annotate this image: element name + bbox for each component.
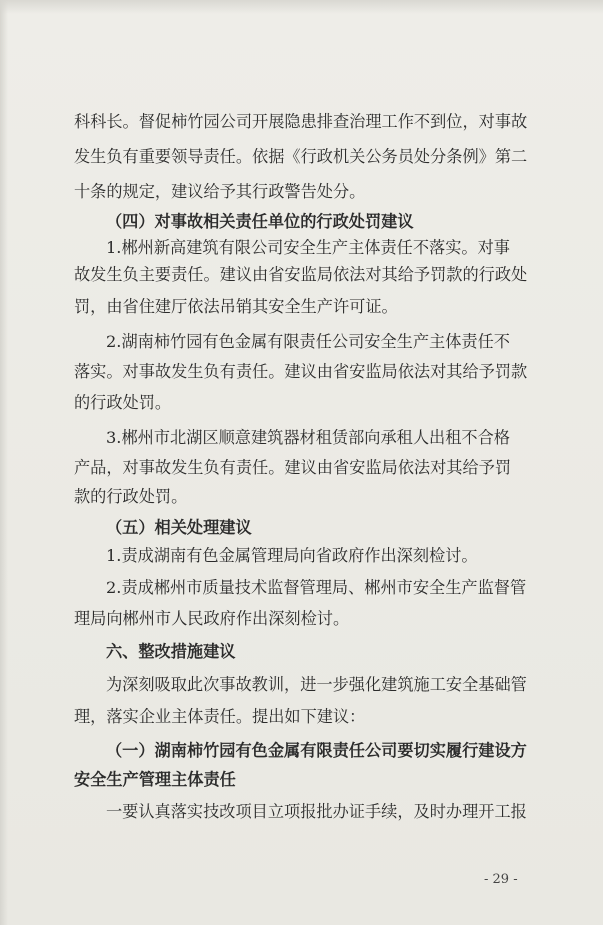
text-line: 款的行政处罚。 [74, 487, 188, 506]
text-line: 的行政处罚。 [74, 393, 172, 412]
text-line: 发生负有重要领导责任。依据《行政机关公务员处分条例》第二 [74, 147, 528, 166]
text-line: 落实。对事故发生负有责任。建议由省安监局依法对其给予罚款 [74, 362, 528, 381]
text-line: 1.责成湖南有色金属管理局向省政府作出深刻检讨。 [106, 546, 478, 565]
page-number: - 29 - [484, 872, 518, 887]
text-line: 理，落实企业主体责任。提出如下建议： [74, 707, 366, 726]
text-line: 罚，由省住建厅依法吊销其安全生产许可证。 [74, 297, 398, 316]
scan-top-shadow [0, 0, 603, 14]
text-line: 1.郴州新高建筑有限公司安全生产主体责任不落实。对事 [106, 238, 510, 257]
text-line: 科科长。督促柿竹园公司开展隐患排查治理工作不到位，对事故 [74, 112, 528, 131]
text-line: 2.责成郴州市质量技术监督管理局、郴州市安全生产监督管 [106, 578, 527, 597]
text-line: 理局向郴州市人民政府作出深刻检讨。 [74, 609, 350, 628]
text-line: 3.郴州市北湖区顺意建筑器材租赁部向承租人出租不合格 [106, 428, 510, 447]
section-heading: （四）对事故相关责任单位的行政处罚建议 [106, 212, 414, 231]
text-line: 一要认真落实技改项目立项报批办证手续，及时办理开工报 [106, 802, 527, 821]
text-line: 故发生负主要责任。建议由省安监局依法对其给予罚款的行政处 [74, 265, 528, 284]
text-line: 产品，对事故发生负有责任。建议由省安监局依法对其给予罚 [74, 458, 512, 477]
chapter-heading: 六、整改措施建议 [106, 642, 236, 661]
text-line: 2.湖南柿竹园有色金属有限责任公司安全生产主体责任不 [106, 332, 510, 351]
section-heading: （五）相关处理建议 [106, 518, 252, 537]
text-line: 十条的规定，建议给予其行政警告处分。 [74, 182, 366, 201]
scan-left-shadow [0, 0, 8, 925]
subsection-heading: 安全生产管理主体责任 [74, 770, 236, 789]
text-line: 为深刻吸取此次事故教训，进一步强化建筑施工安全基础管 [106, 675, 527, 694]
subsection-heading: （一）湖南柿竹园有色金属有限责任公司要切实履行建设方 [106, 741, 527, 760]
